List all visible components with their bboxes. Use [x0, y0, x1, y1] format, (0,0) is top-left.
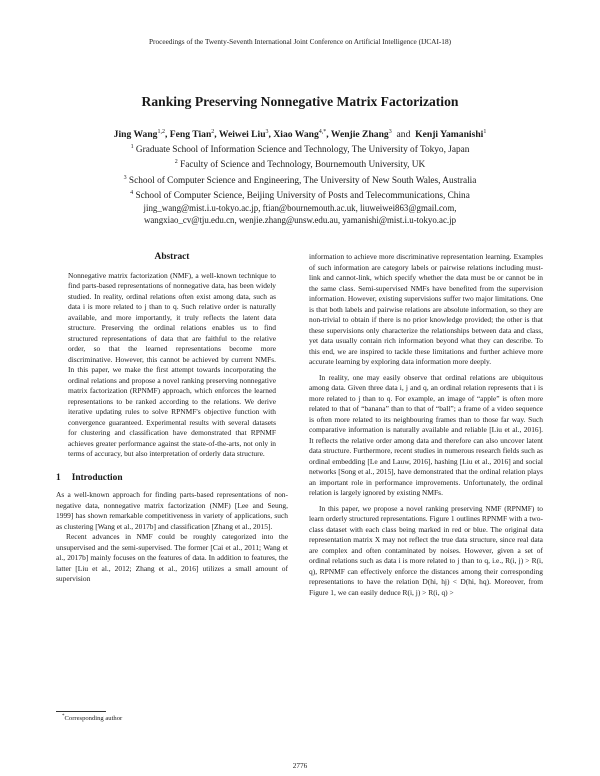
affiliation-marker: 3 — [123, 174, 127, 181]
affiliation-line — [0, 172, 600, 187]
abstract-body: Nonnegative matrix factorization (NMF), a well-known technique to find parts-based representations of nonnegative data, has been widely studied. In reality, ordinal relations often exist among data, such as data i is more related to j than to q. Such relative order is naturally available, and more importantly, it truly reflects the latent data structure. Preserving the ordinal relations enables us to find structured representations of data that are faithful to the relative order, so that the learned representations become more discriminative. However, this cannot be achieved by current NMFs. In this paper, we make the first attempt towards incorporating the ordinal relations and propose a novel ranking preserving nonnegative matrix factorization (RPNMF) approach, which enforces the learned representations to be ranked according to the relations. We derive iterative updating rules to solve RPNMF's objective function with convergence guaranteed. Experimental results with several datasets for clustering and classification have demonstrated that RPNMF achieves greater performance against the state-of-the-arts, not only in terms of accuracy, but also interpretation of orderly data structure. — [68, 270, 276, 458]
author-name: Feng Tian — [169, 129, 212, 140]
email-line-1: jing_wang@mist.i.u-tokyo.ac.jp, ftian@bournemouth.ac.uk, liuweiwei863@gmail.com, — [143, 203, 457, 214]
page-number: 2776 — [292, 761, 308, 770]
right-paragraph-2: In reality, one may easily observe that ordinal relations are ubiquitous among data. Given three data i, j and q, an ordinal relation represents that i is more related to j than to q. For example, an image of “apple” is often more related to that of “banana” than to that of “ball”; a frame of a video sequence is often more related to its neighbouring frames than to those far way. Such comparative information is naturally available and reliable [Liu et al., 2016]. It reflects the relative order among data and therefore can also uncover latent data structure. Furthermore, recent studies in numerous research fields such as ordinal embedding [Le and Lauw, 2016], hashing [Liu et al., 2016] and social networks [Song et al., 2015], have demonstrated that the ordinal relation plays an important role in performance improvements. Unfortunately, the ordinal relation is largely ignored by existing NMFs. — [309, 372, 543, 497]
author-affiliation-marker: 3 — [388, 129, 392, 135]
author-name: Jing Wang — [113, 129, 158, 140]
author-name: Weiwei Liu — [218, 129, 266, 140]
paper-title: Ranking Preserving Nonnegative Matrix Factorization — [141, 94, 459, 109]
intro-paragraph-1: As a well-known approach for finding parts-based representations of non-negative data, nonnegative matrix factorization (NMF) [Lee and Seung, 1999] has shown remarkable competitiveness in variety of applications, such as clustering [Wang et al., 2017b] and classification [Zhang et al., 2015]. — [56, 490, 288, 531]
proceedings-header: Proceedings of the Twenty-Seventh International Joint Conference on Artificial Intelligence (IJCAI-18) — [148, 37, 452, 46]
left-column — [56, 252, 288, 585]
author-name: Xiao Wang — [273, 129, 319, 140]
author-affiliation-marker: 2 — [211, 129, 215, 135]
author-separator: and — [391, 129, 416, 140]
affiliation-line — [0, 141, 600, 156]
affiliation-marker: 1 — [130, 144, 134, 151]
footnote-marker: * — [62, 714, 65, 719]
footnote — [62, 714, 122, 722]
author-affiliation-marker: 1,2 — [157, 129, 165, 135]
affiliation-line — [0, 187, 600, 202]
affiliation-text: School of Computer Science, Beijing University of Posts and Telecommunications, China — [133, 190, 470, 201]
section-title: Introduction — [71, 472, 123, 483]
footnote-rule — [56, 711, 106, 712]
abstract-heading: Abstract — [154, 252, 190, 262]
author-block — [0, 126, 600, 226]
intro-paragraph-2: Recent advances in NMF could be roughly categorized into the unsupervised and the semi-supervised. The former [Cai et al., 2011; Wang et al., 2017b] mainly focuses on the features of data. In addition to features, the latter [Liu et al., 2012; Zhang et al., 2016] utilizes a small amount of supervision — [56, 532, 288, 583]
author-names — [0, 126, 600, 141]
right-paragraph-1: information to achieve more discriminative representation learning. Examples of such information are category labels or pairwise relations including must-link and cannot-link, which specify whether the data must be or cannot be in the same class. Semi-supervised NMFs have benefited from the supervision information. However, existing supervisions suffer two major limitations. One is that both labels and pairwise relations are absolute information, so they are non-trivial to obtain if there is no prior knowledge provided; the other is that these supervisions only characterize the relationships between data and class, yet data usually contain rich information beyond what they can describe. To this end, we are inspired to tackle these limitations and further achieve more accurate learning by exploring data information more deeply. — [309, 252, 543, 366]
author-separator: , — [326, 129, 331, 140]
affiliation-text: School of Computer Science and Engineering, The University of New South Wales, Australia — [126, 175, 477, 186]
author-name: Kenji Yamanishi — [415, 129, 484, 140]
author-separator: , — [214, 129, 219, 140]
footnote-text: Corresponding author — [64, 715, 123, 722]
section-heading-introduction — [56, 473, 288, 484]
author-separator: , — [268, 129, 274, 140]
affiliation-text: Graduate School of Information Science and Technology, The University of Tokyo, Japan — [133, 145, 470, 156]
affiliation-marker: 2 — [174, 159, 178, 166]
author-separator: , — [164, 129, 170, 140]
right-column — [309, 252, 543, 598]
author-name: Wenjie Zhang — [330, 129, 389, 140]
right-paragraph-3: In this paper, we propose a novel ranking preserving NMF (RPNMF) to learn orderly structured representations. Figure 1 outlines RPNMF with a two-class dataset with each class being marked in red or blue. The original data representation matrix X may not reflect the true data structure, since real data are complex and often contaminated by noises. However, given a set of ordinal relations such as data i is more related to j than to q, i.e., R(i, j) > R(i, q), RPNMF can effectively enforce the distances among their corresponding representations to have the relation D(hi, hj) < D(hi, hq). Moreover, from Figure 1, we can easily deduce R(i, j) > R(i, q) > — [309, 503, 543, 597]
affiliation-text: Faculty of Science and Technology, Bournemouth University, UK — [177, 160, 426, 171]
author-affiliation-marker: 4,* — [318, 129, 327, 135]
author-affiliation-marker: 1 — [483, 129, 487, 135]
affiliations — [0, 141, 600, 202]
affiliation-marker: 4 — [130, 189, 134, 196]
affiliation-line — [0, 156, 600, 171]
section-number: 1 — [56, 472, 61, 483]
email-line-2: wangxiao_cv@tju.edu.cn, wenjie.zhang@unsw.edu.au, yamanishi@mist.i.u-tokyo.ac.jp — [143, 215, 457, 226]
author-affiliation-marker: 3 — [265, 129, 269, 135]
